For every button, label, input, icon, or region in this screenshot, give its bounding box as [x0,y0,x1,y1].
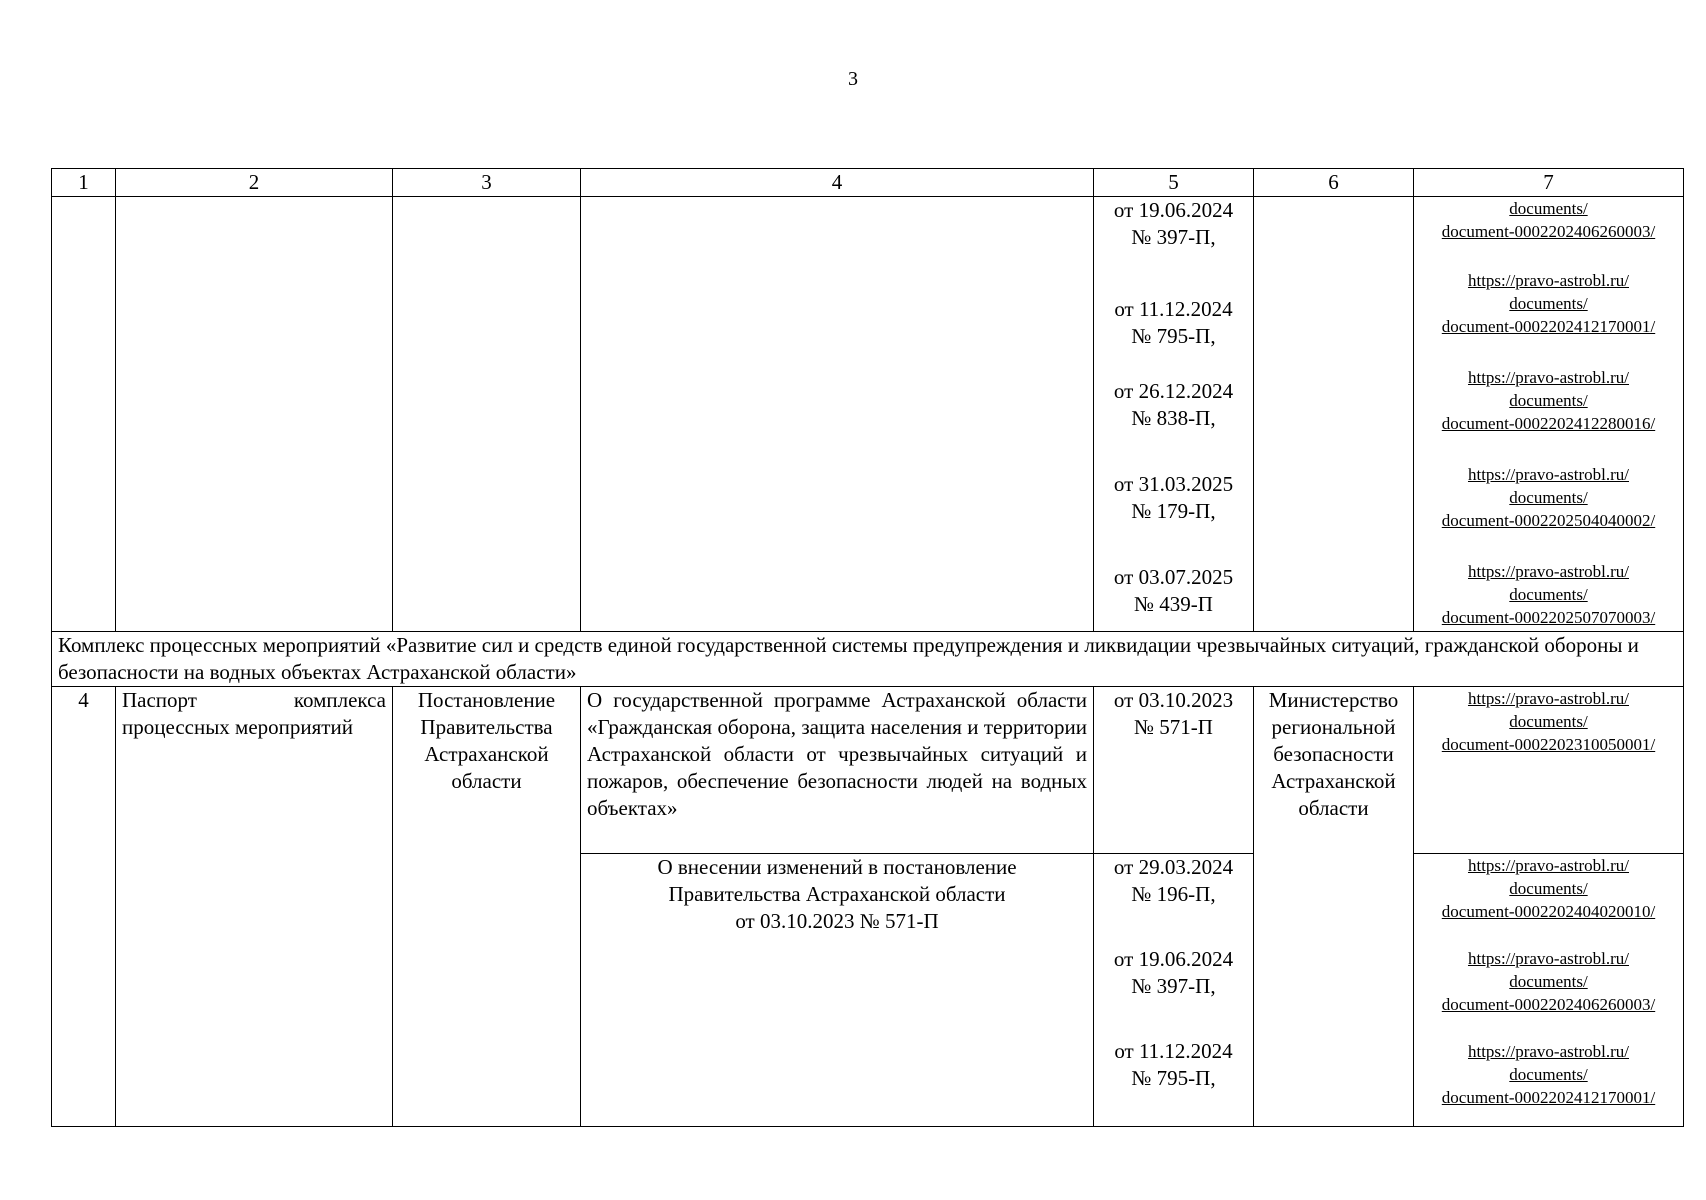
document-link[interactable]: document-0002202507070003/ [1441,608,1656,627]
document-link[interactable]: documents/ [1509,585,1588,604]
document-link[interactable]: documents/ [1509,199,1588,218]
document-link[interactable]: document-0002202412170001/ [1441,1088,1656,1107]
link-group[interactable] [1416,366,1681,435]
links-cell [1414,854,1684,1127]
act-type: Постановление Правительства Астраханской области [393,687,581,1127]
document-link[interactable]: document-0002202504040002/ [1441,511,1656,530]
act-dates-cell [1094,854,1254,1127]
links-cell [1414,197,1684,632]
document-link[interactable]: https://pravo-astrobl.ru/ [1467,368,1629,387]
act-dates-cell [1094,197,1254,632]
act-date-entry: от 03.07.2025 № 439-П [1113,565,1234,616]
link-group[interactable] [1416,269,1681,338]
registry-table [51,168,1684,1127]
responsible-body: Министерство региональной безопасности Астраханской области [1254,687,1414,1127]
document-link[interactable]: https://pravo-astrobl.ru/ [1467,562,1629,581]
section-title: Комплекс процессных мероприятий «Развитие сил и средств единой государственной системы предупреждения и ликвидации чрезвычайных ситуаций, гражданской обороны и безопасности на водных объектах Астраханской области» [52,632,1684,687]
document-link[interactable]: documents/ [1509,488,1588,507]
document-link[interactable]: documents/ [1509,972,1588,991]
act-title: О государственной программе Астраханской области «Гражданская оборона, защита населения и территории Астраханской области от чрезвычайных ситуаций и пожаров, обеспечение безопасности людей на водных объектах» [581,687,1094,854]
section-row [52,632,1684,687]
document-link[interactable]: documents/ [1509,879,1588,898]
document-link[interactable]: https://pravo-astrobl.ru/ [1467,689,1629,708]
document-link[interactable]: document-0002202310050001/ [1441,735,1656,754]
document-link[interactable]: document-0002202406260003/ [1441,222,1656,241]
row-number: 4 [52,687,116,1127]
document-link[interactable]: documents/ [1509,294,1588,313]
header-cell: 5 [1094,169,1254,197]
act-date-entry: от 19.06.2024 № 397-П, [1113,198,1234,249]
act-date-cell: от 03.10.2023 № 571-П [1094,687,1254,854]
act-date-entry: от 11.12.2024 № 795-П, [1114,1039,1233,1090]
links-cell [1414,687,1684,854]
act-date-entry: от 19.06.2024 № 397-П, [1113,947,1234,998]
link-group[interactable] [1416,687,1681,756]
header-row [52,169,1684,197]
header-cell: 7 [1414,169,1684,197]
act-date-entry: от 31.03.2025 № 179-П, [1113,472,1234,523]
header-cell: 3 [393,169,581,197]
header-cell: 2 [116,169,393,197]
continuation-row [52,197,1684,632]
document-link[interactable]: document-0002202412280016/ [1441,414,1656,433]
document-link[interactable]: https://pravo-astrobl.ru/ [1467,1042,1629,1061]
document-link[interactable]: documents/ [1509,712,1588,731]
document-link[interactable]: documents/ [1509,1065,1588,1084]
document-link[interactable]: document-0002202406260003/ [1441,995,1656,1014]
link-group[interactable] [1416,197,1681,243]
link-group[interactable] [1416,947,1681,1016]
header-cell: 1 [52,169,116,197]
link-group[interactable] [1416,560,1681,629]
act-date-entry: от 26.12.2024 № 838-П, [1113,379,1234,430]
document-link[interactable]: https://pravo-astrobl.ru/ [1467,465,1629,484]
link-group[interactable] [1416,854,1681,923]
record-row-main [52,687,1684,854]
act-date-entry: от 11.12.2024 № 795-П, [1114,297,1233,348]
document-link[interactable]: https://pravo-astrobl.ru/ [1467,271,1629,290]
document-link[interactable]: documents/ [1509,391,1588,410]
header-cell: 6 [1254,169,1414,197]
document-link[interactable]: document-0002202404020010/ [1441,902,1656,921]
link-group[interactable] [1416,463,1681,532]
header-cell: 4 [581,169,1094,197]
amendment-title: О внесении изменений в постановление Правительства Астраханской области от 03.10.2023 № 571-П [581,854,1094,1127]
act-date-entry: от 29.03.2024 № 196-П, [1113,855,1234,906]
document-link[interactable]: document-0002202412170001/ [1441,317,1656,336]
document-type: Паспорт комплекса процессных мероприятий [116,687,393,1127]
link-group[interactable] [1416,1040,1681,1109]
page-number: 3 [848,68,858,90]
document-link[interactable]: https://pravo-astrobl.ru/ [1467,856,1629,875]
document-link[interactable]: https://pravo-astrobl.ru/ [1467,949,1629,968]
